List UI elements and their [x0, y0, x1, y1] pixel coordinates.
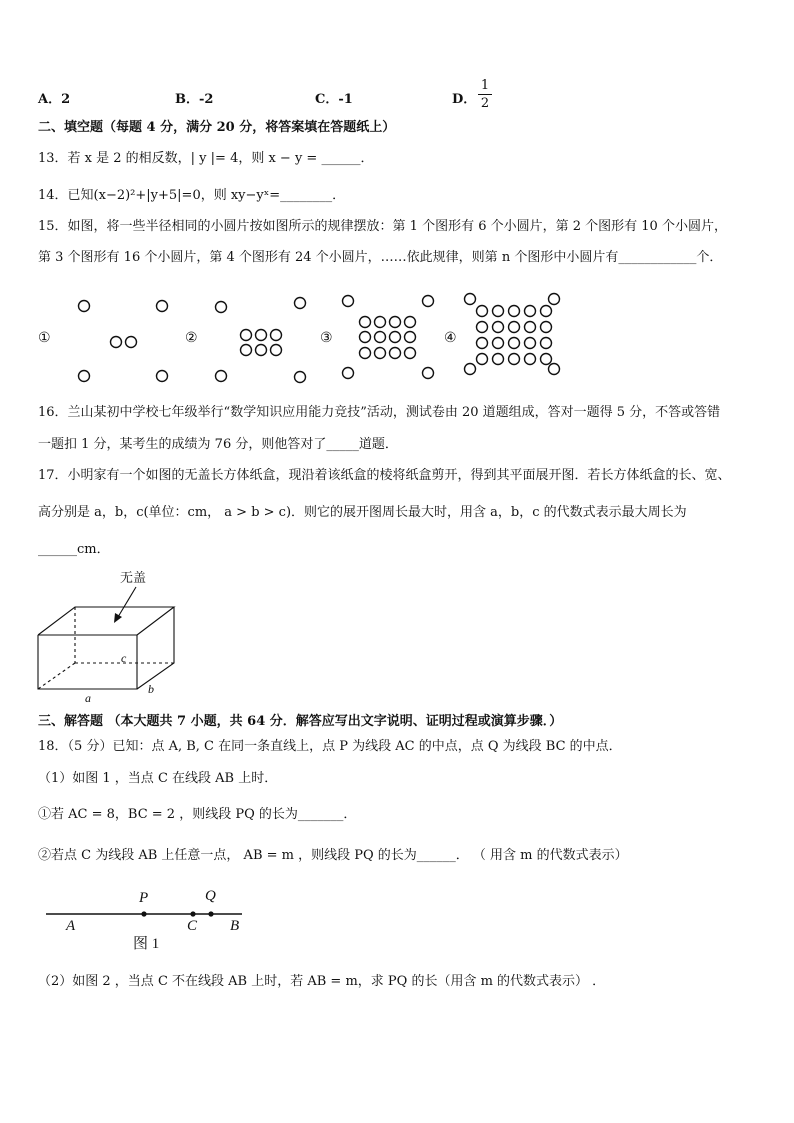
circle: [375, 317, 386, 328]
circle: [509, 306, 520, 317]
figure-label-1: ①: [38, 331, 51, 346]
circle: [525, 354, 536, 365]
question-18-part-1: （1）如图 1 ，当点 C 在线段 AB 上时．: [38, 771, 278, 786]
box-label-b: b: [148, 682, 154, 696]
figure-label-2: ②: [185, 331, 198, 346]
circle: [477, 354, 488, 365]
segment-figure-1: [40, 882, 260, 954]
question-16-line-1: 16．兰山某初中学校七年级举行“数学知识应用能力竞技”活动，测试卷由 20 道题组成，答对一题得 5 分，不答或答错: [38, 405, 721, 420]
box-label-c: c: [121, 651, 127, 665]
figure-label-3: ③: [320, 331, 333, 346]
box-label-lid: 无盖: [120, 570, 147, 585]
circle: [541, 354, 552, 365]
question-17-line-1: 17．小明家有一个如图的无盖长方体纸盒，现沿着该纸盒的棱将纸盒剪开，得到其平面展开图．若长方体纸盒的长、宽、: [38, 468, 731, 483]
point-q: [208, 911, 213, 916]
circle: [525, 322, 536, 333]
circle: [405, 317, 416, 328]
circle: [541, 322, 552, 333]
circle: [405, 348, 416, 359]
circle: [493, 322, 504, 333]
question-18-part-2: （2）如图 2 ，当点 C 不在线段 AB 上时，若 AB = m，求 PQ 的长（用含 m 的代数式表示） ．: [38, 974, 606, 989]
circle: [157, 371, 168, 382]
circle: [493, 354, 504, 365]
circle: [423, 296, 434, 307]
circle: [241, 330, 252, 341]
circle: [216, 302, 227, 313]
question-16-line-2: 一题扣 1 分，某考生的成绩为 76 分，则他答对了_____道题．: [38, 437, 398, 452]
circle: [390, 348, 401, 359]
circle: [360, 317, 371, 328]
circle: [493, 338, 504, 349]
circle: [525, 306, 536, 317]
question-17-line-3: ______cm．: [38, 542, 110, 557]
label-p: P: [139, 890, 149, 906]
circle: [111, 337, 122, 348]
circle: [390, 332, 401, 343]
circle: [541, 338, 552, 349]
circle: [360, 332, 371, 343]
circle: [157, 301, 168, 312]
circle: [79, 301, 90, 312]
option-b: B．-2: [175, 92, 214, 107]
circle: [241, 345, 252, 356]
circle: [271, 345, 282, 356]
circle: [477, 306, 488, 317]
fraction-denominator: 2: [480, 96, 490, 111]
section-3-heading: 三、解答题 （本大题共 7 小题，共 64 分．解答应写出文字说明、证明过程或演算步骤．）: [38, 714, 563, 729]
question-13: 13．若 x 是 2 的相反数，| y |= 4，则 x − y = ______．: [38, 151, 374, 166]
question-18-stem: 18．（5 分）已知：点 A, B, C 在同一条直线上，点 P 为线段 AC 的中点，点 Q 为线段 BC 的中点．: [38, 739, 622, 754]
circle: [126, 337, 137, 348]
open-box-figure: [30, 565, 190, 705]
circle-pattern-figure: [30, 290, 570, 390]
label-q: Q: [205, 888, 216, 904]
option-a: A．2: [38, 92, 71, 107]
circle: [343, 368, 354, 379]
circle: [493, 306, 504, 317]
circle: [375, 332, 386, 343]
question-18-part-1a: ①若 AC = 8，BC = 2 ，则线段 PQ 的长为_______．: [38, 807, 357, 822]
circle: [525, 338, 536, 349]
fraction-numerator: 1: [478, 78, 492, 95]
label-b: B: [230, 918, 240, 934]
circle: [271, 330, 282, 341]
question-15-line-2: 第 3 个图形有 16 个小圆片，第 4 个图形有 24 个小圆片，……依此规律，则第 n 个图形中小圆片有____________个．: [38, 250, 723, 265]
circle: [295, 372, 306, 383]
circle: [477, 338, 488, 349]
circle: [375, 348, 386, 359]
question-14: 14．已知(x−2)²+|y+5|=0，则 xy−yˣ=________．: [38, 188, 346, 203]
box-label-a: a: [85, 691, 91, 705]
figure-label-4: ④: [444, 331, 457, 346]
circle: [549, 294, 560, 305]
section-2-heading: 二、填空题（每题 4 分，满分 20 分，将答案填在答题纸上）: [38, 120, 396, 135]
circle: [465, 294, 476, 305]
question-15-line-1: 15．如图，将一些半径相同的小圆片按如图所示的规律摆放：第 1 个图形有 6 个小圆片，第 2 个图形有 10 个小圆片，: [38, 219, 727, 234]
circle: [256, 345, 267, 356]
point-p: [141, 911, 146, 916]
point-c: [190, 911, 195, 916]
question-17-line-2: 高分别是 a，b，c(单位：cm， a > b > c)．则它的展开图周长最大时，用含 a，b，c 的代数式表示最大周长为: [38, 505, 687, 520]
circle: [256, 330, 267, 341]
option-c: C．-1: [315, 92, 353, 107]
label-a: A: [66, 918, 76, 934]
option-d-fraction: [478, 78, 492, 113]
circle: [509, 354, 520, 365]
option-d: D．: [452, 92, 477, 107]
circle: [79, 371, 90, 382]
circle: [360, 348, 371, 359]
circle: [405, 332, 416, 343]
circle: [390, 317, 401, 328]
circle: [423, 368, 434, 379]
circle: [509, 338, 520, 349]
circle: [216, 371, 227, 382]
circle: [477, 322, 488, 333]
circle: [295, 298, 306, 309]
circle: [465, 364, 476, 375]
label-c: C: [187, 918, 198, 934]
circle: [549, 364, 560, 375]
circle: [541, 306, 552, 317]
circle: [343, 296, 354, 307]
circle: [509, 322, 520, 333]
question-18-part-1b: ②若点 C 为线段 AB 上任意一点， AB = m ，则线段 PQ 的长为______． （ 用含 m 的代数式表示）: [38, 848, 628, 863]
figure-1-caption: 图 1: [133, 936, 160, 952]
